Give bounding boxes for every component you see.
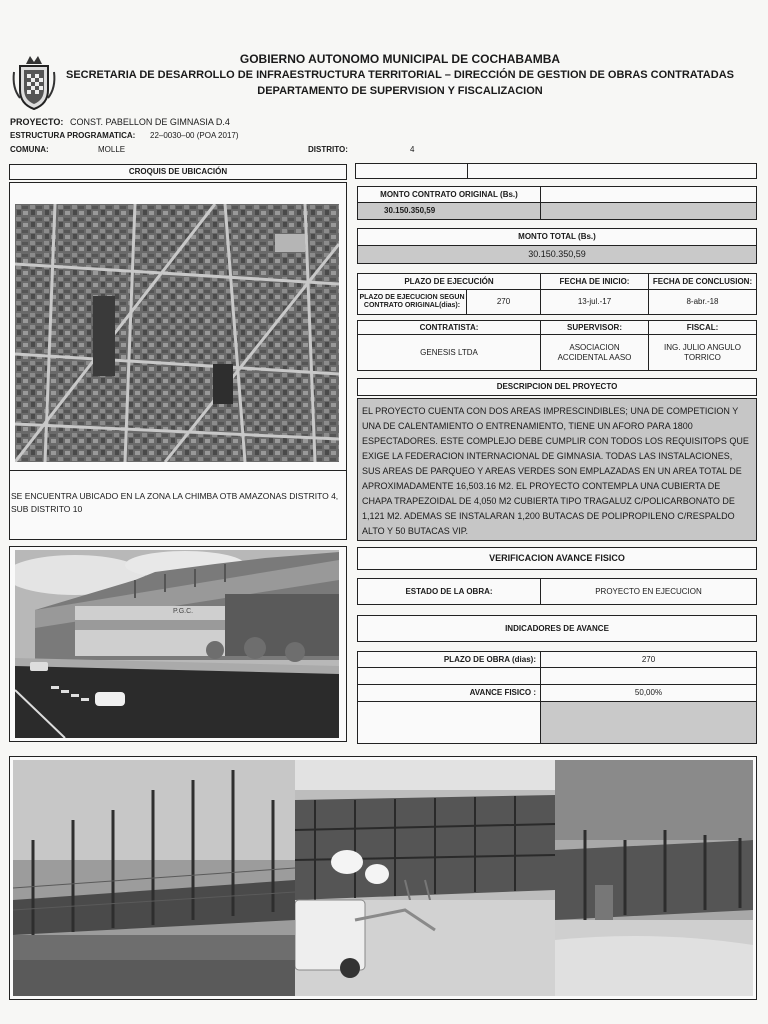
top-empty-row — [355, 163, 757, 179]
header-title: GOBIERNO AUTONOMO MUNICIPAL DE COCHABAMBA — [239, 52, 561, 66]
proyecto-label: PROYECTO: — [10, 117, 64, 127]
monto-total-label: MONTO TOTAL (Bs.) — [357, 228, 757, 246]
estado-value: PROYECTO EN EJECUCION — [540, 578, 757, 605]
construction-photo-3 — [555, 760, 753, 996]
descripcion-text: EL PROYECTO CUENTA CON DOS AREAS IMPRESCINDIBLES; UNA DE COMPETICION Y UNA DE CALENTAMIENTO O ENTRENAMIENTO, TIENE UN AFORO PARA 1800 ESPECTADORES. ESTE COMPLEJO DEBE CUMPLIR CON TODOS LOS REQUISITOPS QUE EXIGE LA FEDERACION INTERNACIONAL DE GIMNASIA. TODAS LAS INSTALACIONES, SUS AREAS DE PARQUEO Y AREAS VERDES SON EMPLAZADAS EN UN AREA TOTAL DE APROXIMADAMENTE 16,503.16 M2. EL PROYECTO CONTEMPLA UNA CUBIERTA DE CHAPA TRAPEZOIDAL DE 4,050 M2 CUBIERTA TIPO TRAGALUZ C/POLICARBONATO DE 1,121 M2. ADEMAS SE INSTALARAN 1,200 BUTACAS DE POLIPROPILENO C/RESPALDO ALTO Y 50 BUTACAS VIP. — [357, 398, 757, 541]
comuna-value: MOLLE — [98, 145, 126, 154]
indicadores-title: INDICADORES DE AVANCE — [357, 615, 757, 642]
distrito-label: DISTRITO: — [308, 145, 348, 154]
croquis-title: CROQUIS DE UBICACIÓN — [9, 164, 347, 180]
plazo-segun-label: PLAZO DE EJECUCION SEGUN CONTRATO ORIGINAL(dias): — [357, 289, 467, 315]
fecha-conclusion-label: FECHA DE CONCLUSION: — [648, 273, 757, 290]
supervisor-value: ASOCIACION ACCIDENTAL AASO — [540, 334, 649, 371]
header-secretaria: SECRETARIA DE DESARROLLO DE INFRAESTRUCTURA TERRITORIAL – DIRECCIÓN DE GESTION DE OBRAS CONTRATADAS — [66, 69, 734, 81]
fecha-inicio-label: FECHA DE INICIO: — [540, 273, 649, 290]
building-render-image — [15, 550, 339, 738]
contratista-label: CONTRATISTA: — [357, 320, 541, 335]
verificacion-title: VERIFICACION AVANCE FISICO — [357, 547, 757, 570]
supervisor-label: SUPERVISOR: — [540, 320, 649, 335]
indicador-empty-left — [357, 667, 541, 685]
monto-original-empty — [540, 186, 757, 203]
proyecto-value: CONST. PABELLON DE GIMNASIA D.4 — [70, 117, 230, 127]
building-sign: P.G.C. — [173, 608, 194, 615]
avance-value: 50,00% — [540, 684, 757, 702]
estado-label: ESTADO DE LA OBRA: — [357, 578, 541, 605]
monto-original-label: MONTO CONTRATO ORIGINAL (Bs.) — [357, 186, 541, 203]
location-text: SE ENCUENTRA UBICADO EN LA ZONA LA CHIMBA OTB AMAZONAS DISTRITO 4, SUB DISTRITO 10 — [11, 491, 339, 514]
construction-photo-1 — [13, 760, 295, 996]
coat-of-arms-logo — [10, 52, 58, 112]
fecha-inicio-value: 13-jul.-17 — [540, 289, 649, 315]
distrito-value: 4 — [410, 145, 415, 154]
header-departamento: DEPARTAMENTO DE SUPERVISION Y FISCALIZACION — [257, 85, 543, 97]
aerial-map-image — [15, 204, 339, 462]
indicador-empty-right — [540, 667, 757, 685]
descripcion-title: DESCRIPCION DEL PROYECTO — [357, 378, 757, 396]
comuna-label: COMUNA: — [10, 145, 49, 154]
avance-label: AVANCE FISICO : — [357, 684, 541, 702]
monto-total-value: 30.150.350,59 — [357, 245, 757, 264]
indicador-bottom-left — [357, 701, 541, 744]
fecha-conclusion-value: 8-abr.-18 — [648, 289, 757, 315]
plazo-value: 270 — [466, 289, 541, 315]
construction-photo-2 — [295, 760, 555, 996]
monto-original-shade — [540, 202, 757, 220]
plazo-label: PLAZO DE EJECUCIÓN — [357, 273, 541, 290]
monto-original-value: 30.150.350,59 — [357, 202, 541, 220]
fiscal-label: FISCAL: — [648, 320, 757, 335]
plazo-obra-label: PLAZO DE OBRA (dias): — [357, 651, 541, 668]
indicador-bottom-shade — [540, 701, 757, 744]
fiscal-value: ING. JULIO ANGULO TORRICO — [648, 334, 757, 371]
top-empty-divider — [467, 163, 468, 179]
estructura-label: ESTRUCTURA PROGRAMATICA: — [10, 131, 136, 140]
plazo-obra-value: 270 — [540, 651, 757, 668]
contratista-value: GENESIS LTDA — [357, 334, 541, 371]
estructura-value: 22–0030–00 (POA 2017) — [150, 131, 239, 140]
